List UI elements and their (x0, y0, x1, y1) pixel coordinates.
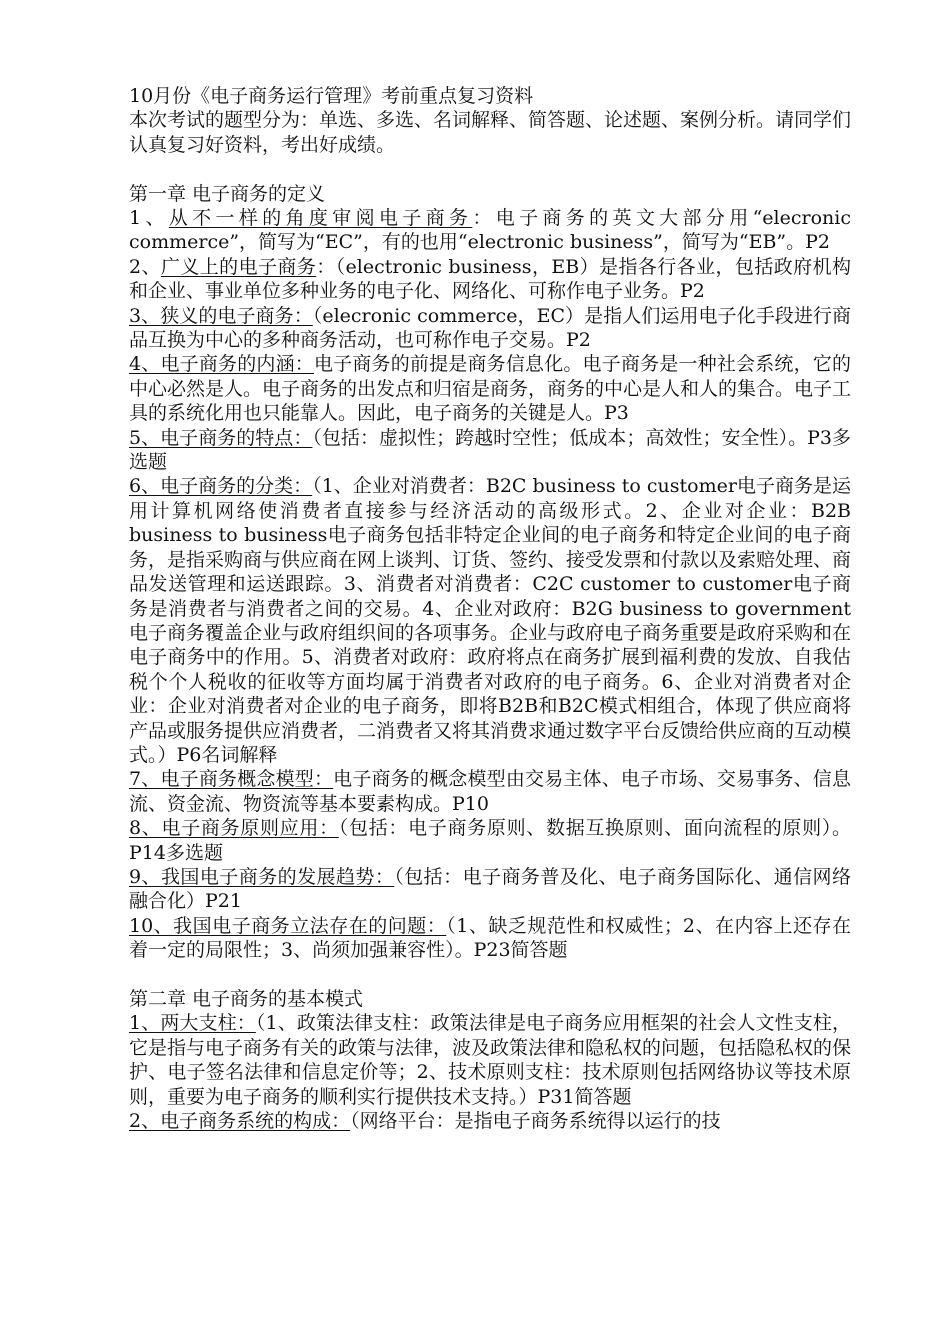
item-text: （网络平台：是指电子商务系统得以运行的技 (350, 1110, 721, 1133)
item-term: 9、我国电子商务的发展趋势： (129, 865, 395, 888)
item-number: 1、 (129, 207, 169, 230)
item-text: 电子商务的概念模型由交易主体、电子市场、交易事务、信息流、资金流、物资流等基本要素构成。P10 (129, 768, 851, 815)
list-item (129, 767, 851, 816)
spacer (129, 157, 851, 181)
item-term: 7、电子商务概念模型： (129, 768, 334, 791)
item-term: 10、我国电子商务立法存在的问题： (129, 914, 447, 937)
item-text: （包括：虚拟性；跨越时空性；低成本；高效性；安全性）。P3多选题 (129, 426, 852, 474)
list-item (129, 1011, 851, 1109)
item-term: 8、电子商务原则应用： (129, 817, 339, 840)
item-text: ：电子商务的英文大部分用“elecronic commerce”，简写为“EC”，有的也用“electronic business”，简写为“EB”。P2 (129, 207, 851, 254)
list-item (129, 1109, 851, 1133)
item-term: 5、电子商务的特点： (129, 426, 313, 449)
document-intro: 本次考试的题型分为：单选、多选、名词解释、简答题、论述题、案例分析。请同学们认真复习好资料，考出好成绩。 (129, 109, 852, 156)
list-item (129, 206, 851, 255)
spacer (129, 963, 851, 987)
list-item (129, 865, 851, 914)
list-item (129, 304, 851, 353)
item-text: （1、缺乏规范性和权威性；2、在内容上还存在着一定的局限性；3、尚须加强兼容性）。P23简答题 (129, 914, 851, 962)
item-text: （elecronic commerce，EC）是指人们运用电子化手段进行商品互换为中心的多种商务活动，也可称作电子交易。P2 (129, 304, 851, 352)
item-term: 4、电子商务的内涵： (129, 353, 314, 376)
item-term: 从不一样的角度审阅电子商务 (168, 207, 473, 230)
item-term: 2、电子商务系统的构成： (129, 1110, 351, 1133)
list-item (129, 914, 851, 963)
chapter-heading: 第二章 电子商务的基本模式 (129, 988, 364, 1010)
list-item (129, 352, 851, 425)
chapter-heading: 第一章 电子商务的定义 (129, 182, 326, 205)
item-term: 广义上的电子商务 (160, 255, 317, 278)
list-item (129, 816, 851, 865)
list-item (129, 474, 851, 767)
item-term: 6、电子商务的分类： (129, 475, 313, 498)
item-text: （包括：电子商务普及化、电子商务国际化、通信网络融合化）P21 (129, 865, 851, 913)
list-item (129, 426, 851, 475)
document-title: 10月份《电子商务运行管理》考前重点复习资料 (129, 85, 534, 107)
item-text: （1、政策法律支柱：政策法律是电子商务应用框架的社会人文性支柱，它是指与电子商务有关的政策与法律，波及政策法律和隐私权的问题，包括隐私权的保护、电子签名法律和信息定价等；2、技术原则支柱：技术原则包括网络协议等技术原则，重要为电子商务的顺利实行提供技术支持。）P31简答题 (129, 1012, 852, 1108)
document-page (129, 84, 851, 1133)
item-text: 电子商务的前提是商务信息化。电子商务是一种社会系统，它的中心必然是人。电子商务的出发点和归宿是商务，商务的中心是人和人的集合。电子工具的系统化用也只能靠人。因此，电子商务的关键是人。P3 (129, 353, 852, 425)
list-item (129, 255, 851, 304)
item-term: 3、狭义的电子商务： (129, 304, 313, 327)
item-number: 2、 (129, 255, 161, 278)
item-term: 1、两大支柱： (129, 1012, 256, 1035)
item-text: （包括：电子商务原则、数据互换原则、面向流程的原则）。P14多选题 (129, 817, 851, 864)
item-text: ：（electronic business，EB）是指各行各业，包括政府机构和企业、事业单位多种业务的电子化、网络化、可称作电子业务。P2 (129, 255, 851, 303)
item-text: （1、企业对消费者：B2C business to customer电子商务是运用计算机网络使消费者直接参与经济活动的高级形式。2、企业对企业：B2B business to business电子商务包括非特定企业间的电子商务和特定企业间的电子商务，是指采购商与供应商在网上谈判、订货、签约、接受发票和付款以及索赔处理、商品发送管理和运送跟踪。3、消费者对消费者：C2C customer to customer电子商务是消费者与消费者之间的交易。4、企业对政府：B2G business to government电子商务覆盖企业与政府组织间的各项事务。企业与政府电子商务重要是政府采购和在电子商务中的作用。5、消费者对政府：政府将点在商务扩展到福利费的发放、自我估税个个人税收的征收等方面均属于消费者对政府的电子商务。6、企业对消费者对企业：企业对消费者对企业的电子商务，即将B2B和B2C模式相组合，体现了供应商将产品或服务提供应消费者，二消费者又将其消费求通过数字平台反馈给供应商的互动模式。）P6名词解释 (129, 475, 852, 766)
